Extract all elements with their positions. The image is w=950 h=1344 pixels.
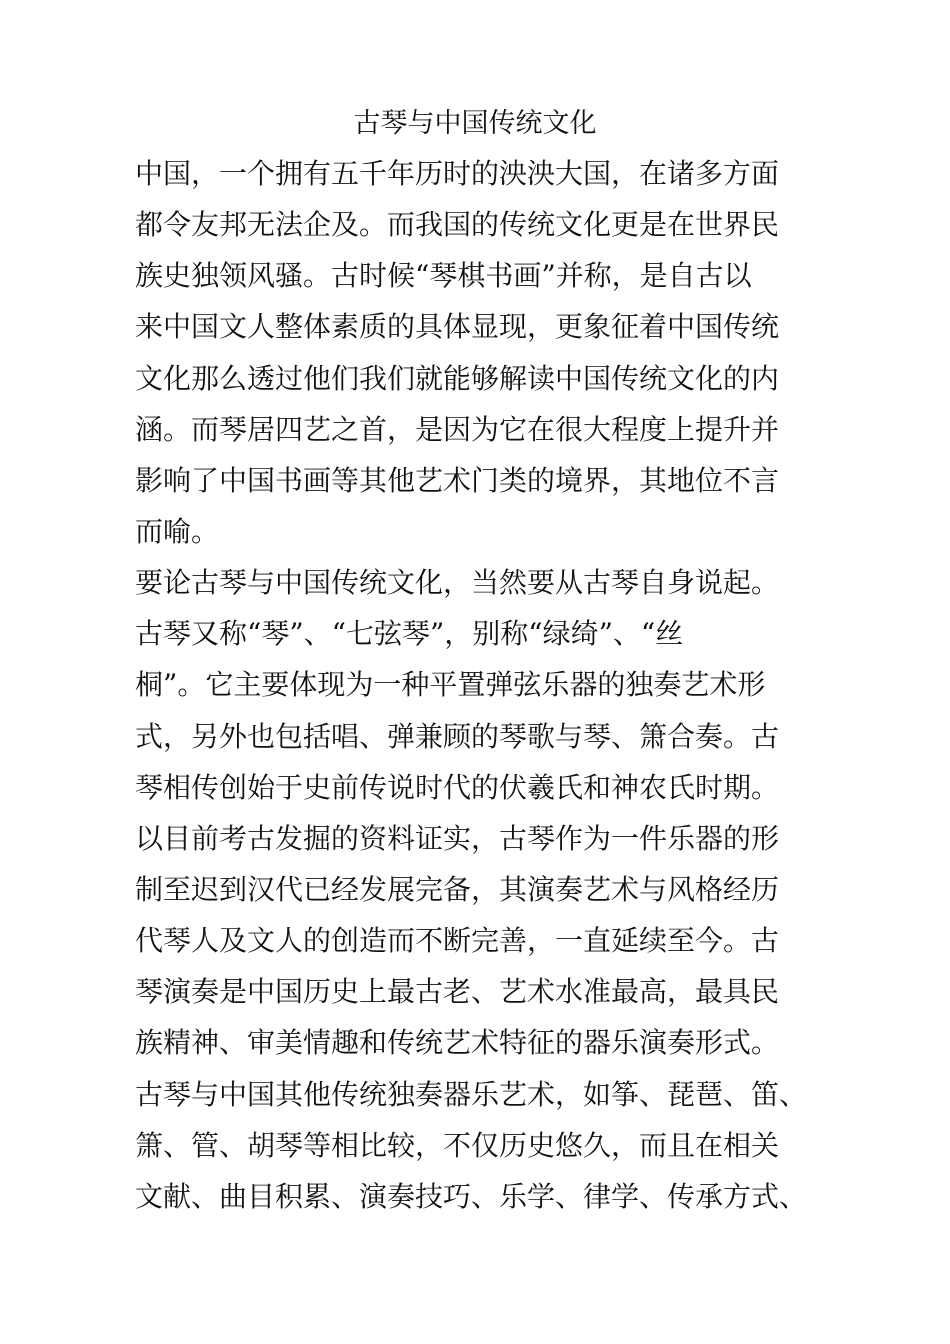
text-line: 古琴又称“琴”、“七弦琴”，别称“绿绮”、“丝	[135, 617, 684, 651]
document-body	[135, 148, 835, 1222]
text-line: 式，另外也包括唱、弹兼顾的琴歌与琴、箫合奏。古	[135, 719, 780, 753]
text-line: 族精神、审美情趣和传统艺术特征的器乐演奏形式。	[135, 1026, 780, 1060]
text-line: 要论古琴与中国传统文化，当然要从古琴自身说起。	[135, 566, 780, 600]
text-line: 琴演奏是中国历史上最古老、艺术水准最高，最具民	[135, 975, 780, 1009]
text-line: 制至迟到汉代已经发展完备，其演奏艺术与风格经历	[135, 872, 780, 906]
text-line: 而喻。	[135, 514, 220, 548]
text-line: 涵。而琴居四艺之首，是因为它在很大程度上提升并	[135, 412, 780, 446]
text-line: 文化那么透过他们我们就能够解读中国传统文化的内	[135, 361, 780, 395]
text-line: 影响了中国书画等其他艺术门类的境界，其地位不言	[135, 463, 780, 497]
text-line: 琴相传创始于史前传说时代的伏羲氏和神农氏时期。	[135, 770, 780, 804]
text-line: 都令友邦无法企及。而我国的传统文化更是在世界民	[135, 208, 780, 242]
text-line: 来中国文人整体素质的具体显现，更象征着中国传统	[135, 310, 780, 344]
text-line: 代琴人及文人的创造而不断完善，一直延续至今。古	[135, 924, 780, 958]
text-line: 古琴与中国其他传统独奏器乐艺术，如筝、琵琶、笛、	[135, 1077, 808, 1111]
text-line: 箫、管、胡琴等相比较，不仅历史悠久，而且在相关	[135, 1128, 780, 1162]
text-line: 族史独领风骚。古时候“琴棋书画”并称，是自古以	[135, 259, 752, 293]
document-title: 古琴与中国传统文化	[353, 108, 597, 139]
text-line: 以目前考古发掘的资料证实，古琴作为一件乐器的形	[135, 821, 780, 855]
text-line: 桐”。它主要体现为一种平置弹弦乐器的独奏艺术形	[135, 668, 766, 702]
text-line: 中国，一个拥有五千年历时的泱泱大国，在诸多方面	[135, 157, 780, 190]
text-line: 文献、曲目积累、演奏技巧、乐学、律学、传承方式、	[135, 1179, 808, 1213]
